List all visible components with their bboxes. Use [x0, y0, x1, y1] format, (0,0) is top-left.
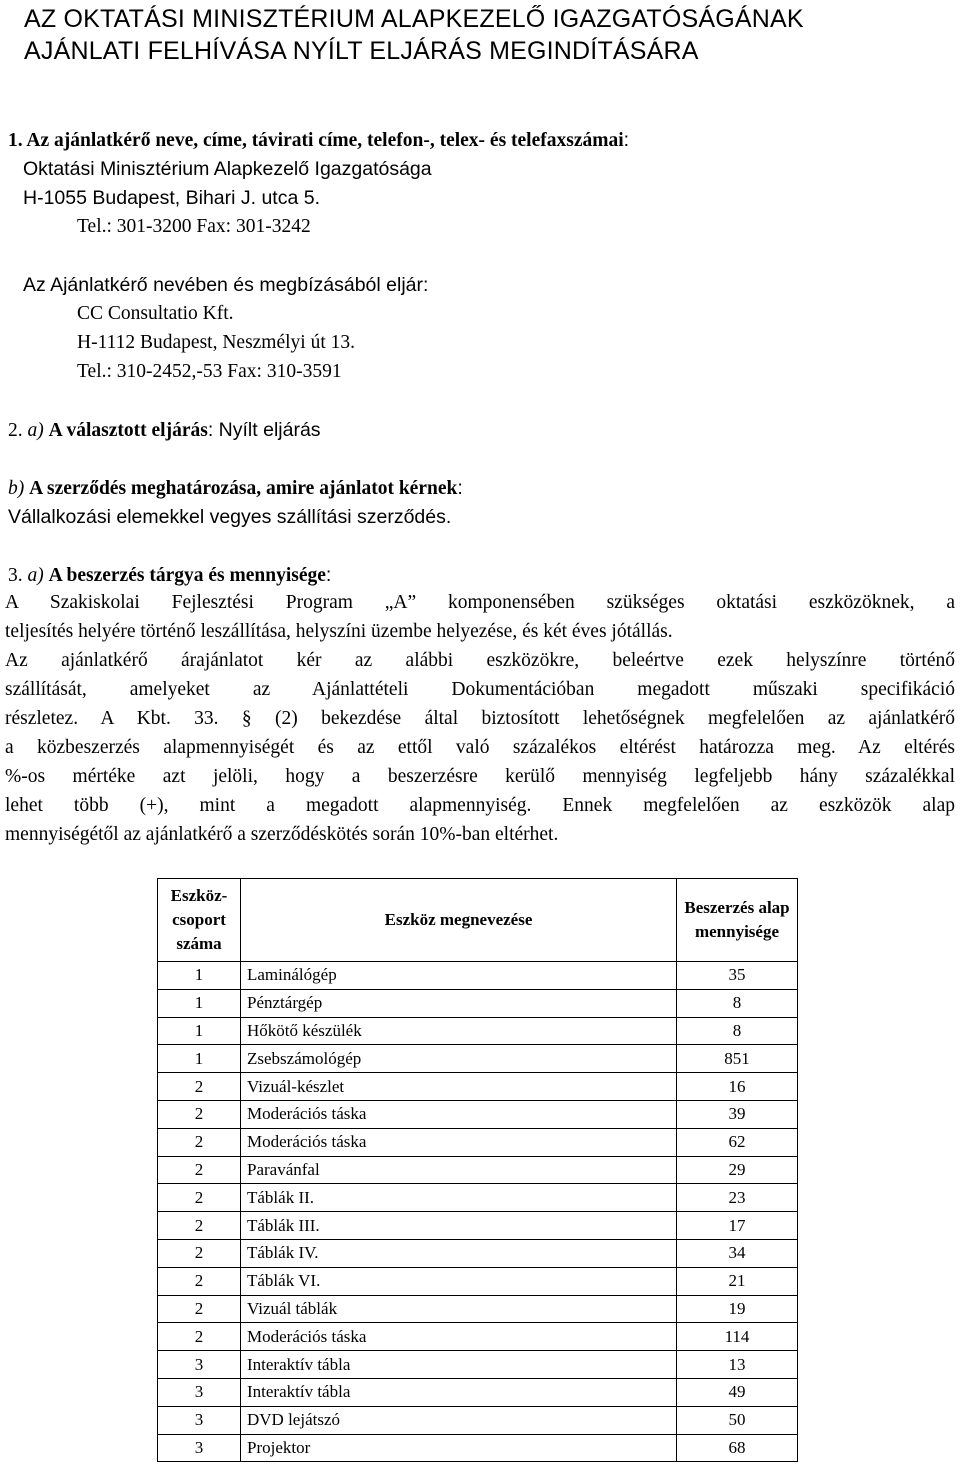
cell-group: 3 [158, 1406, 241, 1434]
table-row [158, 962, 798, 990]
agent-address: H-1112 Budapest, Neszmélyi út 13. [77, 332, 356, 353]
agent-intro: Az Ajánlatkérő nevében és megbízásából eljár: [23, 274, 429, 296]
cell-qty: 68 [677, 1434, 798, 1462]
table-row [158, 1295, 798, 1323]
ajanlatkero-phone: Tel.: 301-3200 Fax: 301-3242 [77, 216, 311, 237]
cell-name: Táblák VI. [241, 1267, 677, 1295]
section-2b-value: Vállalkozási elemekkel vegyes szállítási szerződés. [8, 506, 452, 528]
cell-qty: 114 [677, 1323, 798, 1351]
section-1-heading: 1. Az ajánlatkérő neve, címe, távirati címe, telefon-, telex- és telefaxszámai: [8, 129, 630, 151]
cell-name: Táblák III. [241, 1212, 677, 1240]
table-row [158, 1239, 798, 1267]
cell-group: 2 [158, 1295, 241, 1323]
cell-name: Moderációs táska [241, 1128, 677, 1156]
section-3a-heading: 3. a) A beszerzés tárgya és mennyisége: [8, 564, 332, 586]
table-row [158, 1212, 798, 1240]
ajanlatkero-address: H-1055 Budapest, Bihari J. utca 5. [23, 187, 321, 209]
cell-qty: 39 [677, 1100, 798, 1128]
cell-group: 1 [158, 1017, 241, 1045]
cell-qty: 17 [677, 1212, 798, 1240]
cell-name: Moderációs táska [241, 1100, 677, 1128]
table-row [158, 989, 798, 1017]
section-3-paragraph-line: %-os mértéke azt jelöli, hogy a beszerzésre kerülő mennyiség legfeljebb hány százalékkal [5, 766, 955, 787]
cell-qty: 50 [677, 1406, 798, 1434]
cell-qty: 21 [677, 1267, 798, 1295]
cell-qty: 23 [677, 1184, 798, 1212]
title-line-1: AZ OKTATÁSI MINISZTÉRIUM ALAPKEZELŐ IGAZGATÓSÁGÁNAK [24, 5, 804, 33]
section-3-paragraph-line: részletez. A Kbt. 33. § (2) bekezdése által biztosított lehetőségnek megfelelően az ajánlatkérő [5, 708, 955, 729]
eszkoz-table [157, 878, 798, 1462]
table-row [158, 1073, 798, 1101]
cell-group: 1 [158, 989, 241, 1017]
agent-name: CC Consultatio Kft. [77, 303, 234, 324]
cell-group: 2 [158, 1156, 241, 1184]
cell-qty: 16 [677, 1073, 798, 1101]
document-title [24, 3, 954, 67]
cell-name: Laminálógép [241, 962, 677, 990]
table-row [158, 1351, 798, 1379]
cell-name: Interaktív tábla [241, 1351, 677, 1379]
cell-group: 2 [158, 1212, 241, 1240]
cell-name: Vizuál-készlet [241, 1073, 677, 1101]
cell-name: Hőkötő készülék [241, 1017, 677, 1045]
section-3-paragraph-line: A Szakiskolai Fejlesztési Program „A” komponensében szükséges oktatási eszközöknek, a [5, 592, 955, 613]
ajanlatkero-name: Oktatási Minisztérium Alapkezelő Igazgatósága [23, 158, 432, 180]
table-row [158, 1156, 798, 1184]
cell-group: 3 [158, 1351, 241, 1379]
cell-qty: 49 [677, 1378, 798, 1406]
cell-name: Interaktív tábla [241, 1378, 677, 1406]
header-base-quantity: Beszerzés alap mennyisége [677, 879, 798, 962]
header-group-number: Eszköz-csoport száma [158, 879, 241, 962]
cell-qty: 8 [677, 1017, 798, 1045]
cell-qty: 62 [677, 1128, 798, 1156]
cell-group: 2 [158, 1100, 241, 1128]
cell-qty: 29 [677, 1156, 798, 1184]
section-3-paragraph-line: a közbeszerzés alapmennyiségét és az ettől való százalékos eltérést határozza meg. Az eltérés [5, 737, 955, 758]
table-row [158, 1017, 798, 1045]
table-row [158, 1128, 798, 1156]
section-3-paragraph-line: szállítását, amelyeket az Ajánlattételi Dokumentációban megadott műszaki specifikáció [5, 679, 955, 700]
section-3-paragraph-line: lehet több (+), mint a megadott alapmennyiség. Ennek megfelelően az eszközök alap [5, 795, 955, 816]
cell-group: 3 [158, 1378, 241, 1406]
cell-qty: 8 [677, 989, 798, 1017]
table-row [158, 1100, 798, 1128]
table-row [158, 1045, 798, 1073]
cell-group: 1 [158, 962, 241, 990]
cell-name: Táblák II. [241, 1184, 677, 1212]
cell-name: Vizuál táblák [241, 1295, 677, 1323]
cell-name: Projektor [241, 1434, 677, 1462]
cell-qty: 35 [677, 962, 798, 990]
header-item-name: Eszköz megnevezése [241, 879, 677, 962]
cell-name: Zsebszámológép [241, 1045, 677, 1073]
agent-phone: Tel.: 310-2452,-53 Fax: 310-3591 [77, 361, 342, 382]
cell-name: Pénztárgép [241, 989, 677, 1017]
section-3-paragraph-line: teljesítés helyére történő leszállítása, helyszíni üzembe helyezése, és két éves jótállás. [5, 621, 673, 642]
cell-group: 2 [158, 1267, 241, 1295]
cell-qty: 851 [677, 1045, 798, 1073]
table-row [158, 1323, 798, 1351]
cell-qty: 34 [677, 1239, 798, 1267]
cell-name: Paravánfal [241, 1156, 677, 1184]
table-row [158, 1378, 798, 1406]
section-2b: b) A szerződés meghatározása, amire ajánlatot kérnek: [8, 477, 463, 499]
cell-group: 2 [158, 1073, 241, 1101]
table-header-row [158, 879, 798, 962]
section-2a: 2. a) A választott eljárás: Nyílt eljárás [8, 419, 321, 441]
table-row [158, 1267, 798, 1295]
cell-group: 3 [158, 1434, 241, 1462]
cell-name: DVD lejátszó [241, 1406, 677, 1434]
cell-group: 2 [158, 1128, 241, 1156]
section-3-paragraph-line: Az ajánlatkérő árajánlatot kér az alábbi eszközökre, beleértve ezek helyszínre történő [5, 650, 955, 671]
table-row [158, 1434, 798, 1462]
section-3-paragraph-line: mennyiségétől az ajánlatkérő a szerződéskötés során 10%-ban eltérhet. [5, 824, 559, 845]
table-row [158, 1406, 798, 1434]
cell-group: 2 [158, 1323, 241, 1351]
cell-name: Moderációs táska [241, 1323, 677, 1351]
cell-qty: 13 [677, 1351, 798, 1379]
cell-qty: 19 [677, 1295, 798, 1323]
cell-group: 1 [158, 1045, 241, 1073]
cell-group: 2 [158, 1184, 241, 1212]
cell-name: Táblák IV. [241, 1239, 677, 1267]
title-line-2: AJÁNLATI FELHÍVÁSA NYÍLT ELJÁRÁS MEGINDÍTÁSÁRA [24, 37, 699, 65]
cell-group: 2 [158, 1239, 241, 1267]
table-row [158, 1184, 798, 1212]
